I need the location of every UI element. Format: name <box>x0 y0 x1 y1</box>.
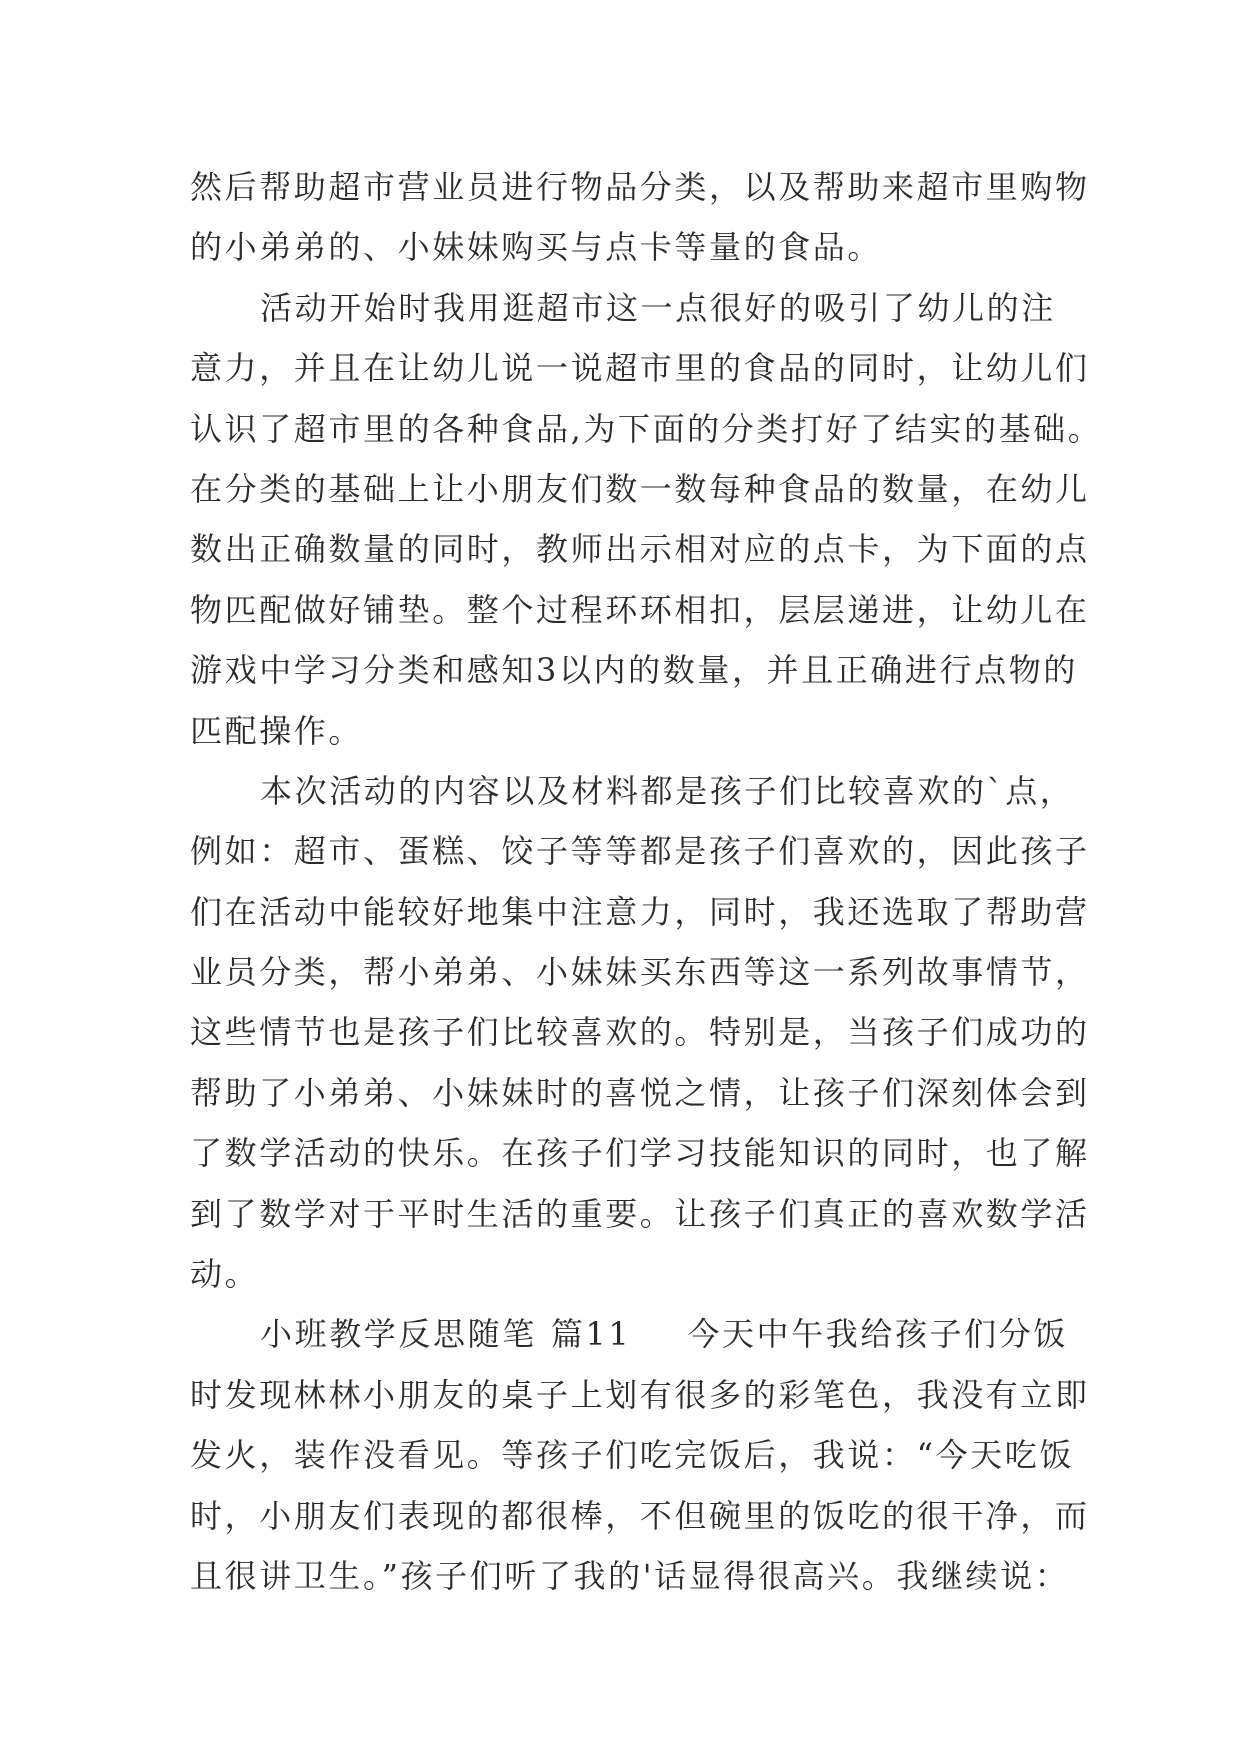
text-line: 例如：超市、蛋糕、饺子等等都是孩子们喜欢的，因此孩子 <box>190 832 1090 871</box>
text-line: 然后帮助超市营业员进行物品分类，以及帮助来超市里购物 <box>190 168 1090 206</box>
text-line: 到了数学对于平时生活的重要。让孩子们真正的喜欢数学活 <box>190 1194 1090 1233</box>
document-body <box>190 157 1103 1606</box>
section-heading-line <box>190 1304 1068 1364</box>
section-first-text: 今天中午我给孩子们分饭 <box>687 1315 1068 1354</box>
paragraph-start-line: 活动开始时我用逛超市这一点很好的吸引了幼儿的注 <box>260 288 1056 327</box>
text-line: 游戏中学习分类和感知3以内的数量，并且正确进行点物的 <box>190 651 1078 690</box>
text-line: 认识了超市里的各种食品,为下面的分类打好了结实的基础。 <box>190 409 1103 448</box>
text-line: 且很讲卫生。”孩子们听了我的'话显得很高兴。我继续说： <box>190 1556 1070 1595</box>
section-heading: 小班教学反思随笔 <box>260 1315 537 1354</box>
text-line: 业员分类，帮小弟弟、小妹妹买东西等这一系列故事情节， <box>190 953 1090 992</box>
text-line: 了数学活动的快乐。在孩子们学习技能知识的同时，也了解 <box>190 1134 1090 1173</box>
text-line: 在分类的基础上让小朋友们数一数每种食品的数量，在幼儿 <box>190 469 1090 508</box>
paragraph-start-line: 本次活动的内容以及材料都是孩子们比较喜欢的`点， <box>260 771 1075 810</box>
text-line: 时，小朋友们表现的都很棒，不但碗里的饭吃的很干净，而 <box>190 1496 1090 1535</box>
text-line: 的小弟弟的、小妹妹购买与点卡等量的食品。 <box>190 228 883 267</box>
text-line: 匹配操作。 <box>190 711 364 750</box>
text-line: 意力，并且在让幼儿说一说超市里的食品的同时，让幼儿们 <box>190 349 1090 388</box>
text-line: 帮助了小弟弟、小妹妹时的喜悦之情，让孩子们深刻体会到 <box>190 1073 1090 1112</box>
text-line: 发火，装作没看见。等孩子们吃完饭后，我说：“今天吃饭 <box>190 1436 1074 1475</box>
section-number: 篇11 <box>550 1315 632 1354</box>
text-line: 这些情节也是孩子们比较喜欢的。特别是，当孩子们成功的 <box>190 1013 1090 1052</box>
text-line: 物匹配做好铺垫。整个过程环环相扣，层层递进，让幼儿在 <box>190 590 1090 629</box>
text-line: 数出正确数量的同时，教师出示相对应的点卡，为下面的点 <box>190 530 1090 569</box>
text-line: 们在活动中能较好地集中注意力，同时，我还选取了帮助营 <box>190 892 1090 931</box>
text-line: 时发现林林小朋友的桌子上划有很多的彩笔色，我没有立即 <box>190 1375 1090 1414</box>
text-line: 动。 <box>190 1255 260 1294</box>
